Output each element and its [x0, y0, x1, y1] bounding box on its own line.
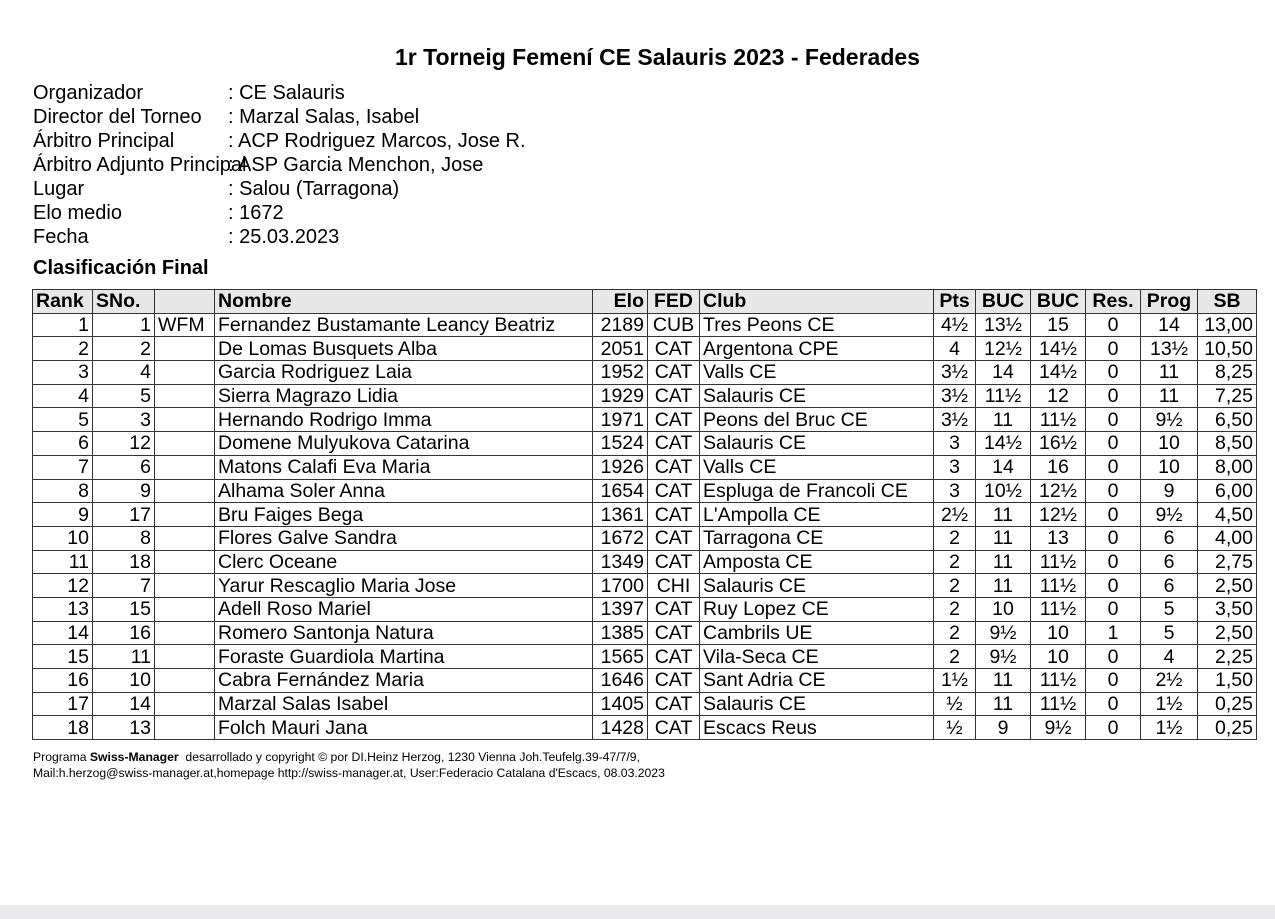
cell-sno: 3: [93, 408, 155, 432]
cell-pts: 3: [934, 479, 976, 503]
cell-buc2: 11½: [1031, 597, 1086, 621]
cell-club: Argentona CPE: [700, 337, 934, 361]
cell-sno: 9: [93, 479, 155, 503]
cell-name: Foraste Guardiola Martina: [215, 645, 593, 669]
cell-buc2: 12½: [1031, 503, 1086, 527]
cell-sb: 8,00: [1198, 455, 1257, 479]
cell-pts: 3: [934, 432, 976, 456]
cell-res: 0: [1086, 645, 1141, 669]
cell-prog: 1½: [1141, 716, 1198, 740]
cell-name: Garcia Rodriguez Laia: [215, 361, 593, 385]
cell-pts: 3½: [934, 408, 976, 432]
cell-buc1: 10: [976, 597, 1031, 621]
cell-title: [155, 645, 215, 669]
table-row: [33, 645, 1257, 669]
table-row: [33, 692, 1257, 716]
cell-prog: 6: [1141, 550, 1198, 574]
cell-elo: 1428: [593, 716, 648, 740]
cell-rank: 18: [33, 716, 93, 740]
cell-buc2: 13: [1031, 526, 1086, 550]
cell-prog: 6: [1141, 526, 1198, 550]
cell-prog: 13½: [1141, 337, 1198, 361]
cell-pts: 3½: [934, 361, 976, 385]
cell-sb: 6,50: [1198, 408, 1257, 432]
cell-res: 0: [1086, 574, 1141, 598]
cell-prog: 4: [1141, 645, 1198, 669]
column-header-res: Res.: [1086, 290, 1141, 314]
cell-prog: 1½: [1141, 692, 1198, 716]
cell-prog: 11: [1141, 361, 1198, 385]
cell-name: Matons Calafi Eva Maria: [215, 455, 593, 479]
cell-name: Folch Mauri Jana: [215, 716, 593, 740]
cell-name: Clerc Oceane: [215, 550, 593, 574]
cell-sno: 1: [93, 313, 155, 337]
cell-club: Cambrils UE: [700, 621, 934, 645]
cell-sno: 6: [93, 455, 155, 479]
cell-name: Romero Santonja Natura: [215, 621, 593, 645]
cell-prog: 9: [1141, 479, 1198, 503]
cell-prog: 5: [1141, 597, 1198, 621]
cell-fed: CAT: [648, 621, 700, 645]
cell-res: 0: [1086, 503, 1141, 527]
footer-brand: Swiss-Manager: [89, 750, 179, 764]
table-row: [33, 550, 1257, 574]
cell-fed: CAT: [648, 408, 700, 432]
cell-pts: 1½: [934, 669, 976, 693]
table-body: [33, 313, 1257, 739]
cell-buc1: 11: [976, 408, 1031, 432]
column-header-club: Club: [700, 290, 934, 314]
table-row: [33, 384, 1257, 408]
cell-elo: 1397: [593, 597, 648, 621]
table-row: [33, 716, 1257, 740]
cell-sb: 0,25: [1198, 716, 1257, 740]
cell-elo: 2189: [593, 313, 648, 337]
cell-title: [155, 526, 215, 550]
cell-title: [155, 455, 215, 479]
info-label: Lugar: [33, 178, 85, 200]
cell-elo: 1524: [593, 432, 648, 456]
cell-title: [155, 716, 215, 740]
cell-fed: CAT: [648, 432, 700, 456]
cell-buc1: 9½: [976, 645, 1031, 669]
cell-rank: 1: [33, 313, 93, 337]
column-header-pts: Pts: [934, 290, 976, 314]
info-value: : Salou (Tarragona): [228, 178, 400, 200]
cell-title: [155, 550, 215, 574]
cell-buc1: 11: [976, 526, 1031, 550]
info-label: Elo medio: [33, 202, 122, 224]
cell-name: Bru Faiges Bega: [215, 503, 593, 527]
cell-title: [155, 597, 215, 621]
cell-prog: 11: [1141, 384, 1198, 408]
cell-title: [155, 479, 215, 503]
cell-elo: 1565: [593, 645, 648, 669]
cell-buc1: 11: [976, 574, 1031, 598]
cell-prog: 9½: [1141, 408, 1198, 432]
cell-fed: CAT: [648, 526, 700, 550]
cell-name: Hernando Rodrigo Imma: [215, 408, 593, 432]
cell-club: Peons del Bruc CE: [700, 408, 934, 432]
cell-buc1: 14: [976, 361, 1031, 385]
column-header-title: [155, 290, 215, 314]
cell-buc1: 11: [976, 503, 1031, 527]
cell-title: [155, 692, 215, 716]
cell-prog: 2½: [1141, 669, 1198, 693]
cell-rank: 16: [33, 669, 93, 693]
cell-elo: 2051: [593, 337, 648, 361]
cell-sno: 18: [93, 550, 155, 574]
section-title: Clasificación Final: [33, 257, 209, 279]
cell-prog: 6: [1141, 574, 1198, 598]
info-label: Árbitro Adjunto Principal: [33, 154, 247, 176]
cell-buc2: 11½: [1031, 669, 1086, 693]
cell-name: Yarur Rescaglio Maria Jose: [215, 574, 593, 598]
cell-res: 0: [1086, 597, 1141, 621]
cell-sb: 13,00: [1198, 313, 1257, 337]
cell-elo: 1361: [593, 503, 648, 527]
column-header-sb: SB: [1198, 290, 1257, 314]
cell-club: Amposta CE: [700, 550, 934, 574]
cell-buc1: 9½: [976, 621, 1031, 645]
table-row: [33, 313, 1257, 337]
cell-title: [155, 384, 215, 408]
cell-buc2: 15: [1031, 313, 1086, 337]
cell-res: 0: [1086, 479, 1141, 503]
info-value: : 1672: [228, 202, 284, 224]
cell-res: 0: [1086, 432, 1141, 456]
table-row: [33, 479, 1257, 503]
cell-sb: 8,50: [1198, 432, 1257, 456]
table-row: [33, 455, 1257, 479]
info-value: : Marzal Salas, Isabel: [228, 106, 420, 128]
cell-buc2: 12: [1031, 384, 1086, 408]
cell-sb: 0,25: [1198, 692, 1257, 716]
cell-res: 0: [1086, 384, 1141, 408]
cell-prog: 5: [1141, 621, 1198, 645]
cell-rank: 11: [33, 550, 93, 574]
cell-buc1: 11: [976, 550, 1031, 574]
cell-fed: CAT: [648, 455, 700, 479]
cell-title: WFM: [155, 313, 215, 337]
cell-rank: 10: [33, 526, 93, 550]
cell-rank: 5: [33, 408, 93, 432]
cell-elo: 1929: [593, 384, 648, 408]
column-header-rank: Rank: [33, 290, 93, 314]
cell-pts: ½: [934, 692, 976, 716]
cell-elo: 1349: [593, 550, 648, 574]
cell-club: Escacs Reus: [700, 716, 934, 740]
info-label: Fecha: [33, 226, 89, 248]
cell-sb: 10,50: [1198, 337, 1257, 361]
table-row: [33, 669, 1257, 693]
cell-pts: 2: [934, 550, 976, 574]
info-label: Director del Torneo: [33, 106, 202, 128]
cell-pts: 4½: [934, 313, 976, 337]
cell-pts: 2½: [934, 503, 976, 527]
standings-table: [32, 289, 1257, 740]
cell-rank: 3: [33, 361, 93, 385]
cell-buc2: 11½: [1031, 692, 1086, 716]
column-header-prog: Prog: [1141, 290, 1198, 314]
cell-buc2: 16: [1031, 455, 1086, 479]
cell-name: Cabra Fernández Maria: [215, 669, 593, 693]
cell-buc2: 14½: [1031, 361, 1086, 385]
cell-rank: 12: [33, 574, 93, 598]
cell-club: Espluga de Francoli CE: [700, 479, 934, 503]
cell-pts: 2: [934, 645, 976, 669]
cell-pts: 3½: [934, 384, 976, 408]
cell-buc2: 10: [1031, 645, 1086, 669]
cell-sno: 7: [93, 574, 155, 598]
cell-title: [155, 361, 215, 385]
cell-sb: 3,50: [1198, 597, 1257, 621]
cell-pts: 4: [934, 337, 976, 361]
cell-title: [155, 337, 215, 361]
cell-sno: 10: [93, 669, 155, 693]
column-header-fed: FED: [648, 290, 700, 314]
cell-pts: 2: [934, 574, 976, 598]
cell-buc1: 13½: [976, 313, 1031, 337]
cell-res: 0: [1086, 526, 1141, 550]
cell-club: Sant Adria CE: [700, 669, 934, 693]
cell-club: Salauris CE: [700, 692, 934, 716]
cell-rank: 15: [33, 645, 93, 669]
cell-fed: CAT: [648, 479, 700, 503]
cell-res: 0: [1086, 313, 1141, 337]
cell-buc1: 14½: [976, 432, 1031, 456]
cell-res: 0: [1086, 669, 1141, 693]
cell-sno: 13: [93, 716, 155, 740]
cell-sb: 6,00: [1198, 479, 1257, 503]
info-label: Árbitro Principal: [33, 130, 175, 152]
cell-pts: 2: [934, 597, 976, 621]
cell-rank: 9: [33, 503, 93, 527]
table-row: [33, 621, 1257, 645]
cell-name: Flores Galve Sandra: [215, 526, 593, 550]
cell-buc1: 12½: [976, 337, 1031, 361]
cell-sb: 2,75: [1198, 550, 1257, 574]
cell-pts: 2: [934, 526, 976, 550]
cell-elo: 1405: [593, 692, 648, 716]
cell-sb: 2,25: [1198, 645, 1257, 669]
column-header-buc2: BUC: [1031, 290, 1086, 314]
cell-sb: 4,00: [1198, 526, 1257, 550]
cell-buc2: 9½: [1031, 716, 1086, 740]
cell-elo: 1952: [593, 361, 648, 385]
cell-club: Valls CE: [700, 455, 934, 479]
cell-buc1: 10½: [976, 479, 1031, 503]
cell-fed: CAT: [648, 550, 700, 574]
footer: [33, 749, 665, 781]
info-value: : ACP Rodriguez Marcos, Jose R.: [228, 130, 526, 152]
cell-fed: CAT: [648, 645, 700, 669]
cell-buc2: 11½: [1031, 574, 1086, 598]
cell-elo: 1971: [593, 408, 648, 432]
cell-name: De Lomas Busquets Alba: [215, 337, 593, 361]
cell-title: [155, 432, 215, 456]
cell-name: Fernandez Bustamante Leancy Beatriz: [215, 313, 593, 337]
cell-fed: CHI: [648, 574, 700, 598]
cell-prog: 10: [1141, 455, 1198, 479]
cell-club: Salauris CE: [700, 384, 934, 408]
cell-sno: 2: [93, 337, 155, 361]
cell-sno: 4: [93, 361, 155, 385]
cell-sb: 2,50: [1198, 574, 1257, 598]
cell-sno: 12: [93, 432, 155, 456]
cell-club: Ruy Lopez CE: [700, 597, 934, 621]
footer-line-2: Mail:h.herzog@swiss-manager.at,homepage http://swiss-manager.at, User:Federacio Catalana d'Escacs, 08.03.2023: [33, 766, 665, 780]
cell-buc1: 11½: [976, 384, 1031, 408]
cell-rank: 13: [33, 597, 93, 621]
cell-fed: CAT: [648, 361, 700, 385]
cell-rank: 2: [33, 337, 93, 361]
cell-buc2: 16½: [1031, 432, 1086, 456]
cell-fed: CAT: [648, 384, 700, 408]
cell-buc2: 10: [1031, 621, 1086, 645]
info-value: : 25.03.2023: [228, 226, 340, 248]
cell-club: Salauris CE: [700, 432, 934, 456]
table-row: [33, 597, 1257, 621]
table-row: [33, 408, 1257, 432]
cell-sno: 15: [93, 597, 155, 621]
cell-title: [155, 503, 215, 527]
cell-res: 0: [1086, 692, 1141, 716]
column-header-name: Nombre: [215, 290, 593, 314]
footer-copyright: desarrollado y copyright © por DI.Heinz Herzog, 1230 Vienna Joh.Teufelg.39-47/7/9,: [178, 750, 640, 764]
cell-club: Tarragona CE: [700, 526, 934, 550]
table-row: [33, 337, 1257, 361]
cell-sb: 1,50: [1198, 669, 1257, 693]
cell-sno: 11: [93, 645, 155, 669]
cell-res: 0: [1086, 550, 1141, 574]
cell-fed: CAT: [648, 716, 700, 740]
info-label: Organizador: [33, 82, 144, 104]
cell-name: Sierra Magrazo Lidia: [215, 384, 593, 408]
cell-prog: 9½: [1141, 503, 1198, 527]
cell-buc2: 14½: [1031, 337, 1086, 361]
cell-sno: 16: [93, 621, 155, 645]
cell-rank: 8: [33, 479, 93, 503]
cell-res: 0: [1086, 337, 1141, 361]
cell-buc2: 12½: [1031, 479, 1086, 503]
cell-res: 0: [1086, 455, 1141, 479]
table-row: [33, 361, 1257, 385]
cell-sno: 14: [93, 692, 155, 716]
cell-res: 1: [1086, 621, 1141, 645]
cell-elo: 1385: [593, 621, 648, 645]
info-value: : CE Salauris: [228, 82, 345, 104]
cell-sb: 4,50: [1198, 503, 1257, 527]
info-value: : ASP Garcia Menchon, Jose: [228, 154, 484, 176]
cell-sno: 17: [93, 503, 155, 527]
table-row: [33, 526, 1257, 550]
cell-sno: 8: [93, 526, 155, 550]
cell-res: 0: [1086, 408, 1141, 432]
cell-buc2: 11½: [1031, 550, 1086, 574]
table-row: [33, 574, 1257, 598]
cell-fed: CAT: [648, 597, 700, 621]
cell-elo: 1646: [593, 669, 648, 693]
cell-prog: 14: [1141, 313, 1198, 337]
cell-elo: 1672: [593, 526, 648, 550]
cell-sb: 2,50: [1198, 621, 1257, 645]
cell-name: Alhama Soler Anna: [215, 479, 593, 503]
cell-title: [155, 669, 215, 693]
cell-fed: CAT: [648, 692, 700, 716]
tournament-title: 1r Torneig Femení CE Salauris 2023 - Federades: [395, 44, 920, 70]
footer-line-1: [33, 749, 665, 765]
table-row: [33, 432, 1257, 456]
cell-res: 0: [1086, 361, 1141, 385]
column-header-buc1: BUC: [976, 290, 1031, 314]
cell-fed: CAT: [648, 503, 700, 527]
cell-fed: CAT: [648, 337, 700, 361]
cell-elo: 1654: [593, 479, 648, 503]
footer-prefix: Programa: [33, 750, 90, 764]
cell-buc1: 9: [976, 716, 1031, 740]
cell-title: [155, 574, 215, 598]
cell-sb: 7,25: [1198, 384, 1257, 408]
cell-title: [155, 408, 215, 432]
cell-club: Valls CE: [700, 361, 934, 385]
cell-rank: 4: [33, 384, 93, 408]
cell-rank: 6: [33, 432, 93, 456]
cell-rank: 7: [33, 455, 93, 479]
column-header-elo: Elo: [593, 290, 648, 314]
cell-elo: 1700: [593, 574, 648, 598]
cell-sno: 5: [93, 384, 155, 408]
cell-res: 0: [1086, 716, 1141, 740]
table-row: [33, 503, 1257, 527]
cell-name: Marzal Salas Isabel: [215, 692, 593, 716]
cell-fed: CUB: [648, 313, 700, 337]
cell-club: Tres Peons CE: [700, 313, 934, 337]
column-header-sno: SNo.: [93, 290, 155, 314]
cell-prog: 10: [1141, 432, 1198, 456]
cell-pts: ½: [934, 716, 976, 740]
table-header-row: [33, 290, 1257, 314]
cell-club: Salauris CE: [700, 574, 934, 598]
cell-pts: 2: [934, 621, 976, 645]
cell-fed: CAT: [648, 669, 700, 693]
cell-rank: 17: [33, 692, 93, 716]
cell-club: L'Ampolla CE: [700, 503, 934, 527]
cell-club: Vila-Seca CE: [700, 645, 934, 669]
cell-sb: 8,25: [1198, 361, 1257, 385]
cell-buc1: 11: [976, 692, 1031, 716]
cell-title: [155, 621, 215, 645]
cell-elo: 1926: [593, 455, 648, 479]
cell-pts: 3: [934, 455, 976, 479]
cell-buc2: 11½: [1031, 408, 1086, 432]
cell-rank: 14: [33, 621, 93, 645]
cell-name: Adell Roso Mariel: [215, 597, 593, 621]
cell-buc1: 11: [976, 669, 1031, 693]
cell-name: Domene Mulyukova Catarina: [215, 432, 593, 456]
cell-buc1: 14: [976, 455, 1031, 479]
